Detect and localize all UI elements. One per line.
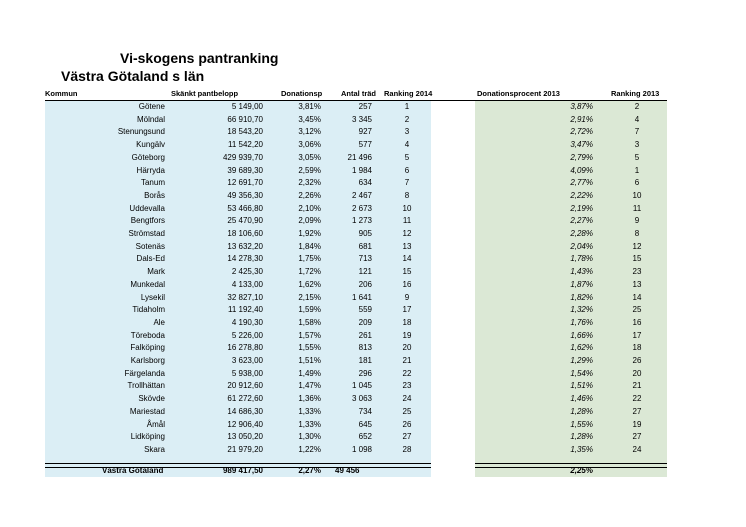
table-row: [0, 292, 746, 305]
table-row: [0, 406, 746, 419]
rank2013-cell: 18: [632, 343, 642, 353]
pct2013-cell: 1,35%: [570, 444, 593, 454]
total-pct2013: 2,25%: [570, 466, 593, 475]
kommun-cell: Dals-Ed: [136, 254, 165, 264]
kommun-cell: Lysekil: [140, 292, 165, 302]
kommun-cell: Härryda: [136, 165, 165, 175]
table-row: [0, 228, 746, 241]
pct2013-cell: 2,72%: [570, 127, 593, 137]
rank2013-cell: 5: [634, 152, 640, 162]
rank2013-cell: 10: [632, 190, 642, 200]
rank2013-cell: 14: [632, 292, 642, 302]
amount-cell: 12 691,70: [227, 178, 263, 188]
table-row: [0, 317, 746, 330]
pct-cell: 1,59%: [298, 305, 321, 315]
amount-cell: 11 542,20: [228, 140, 263, 150]
table-row: [0, 253, 746, 266]
table-row: [0, 215, 746, 228]
trees-cell: 713: [358, 254, 372, 264]
pct2013-cell: 2,91%: [570, 114, 593, 124]
rank2014-cell: 20: [402, 343, 412, 353]
trees-cell: 734: [358, 406, 372, 416]
pct2013-cell: 4,09%: [570, 165, 593, 175]
pct-cell: 1,49%: [298, 368, 321, 378]
rank2014-cell: 3: [404, 127, 410, 137]
amount-cell: 4 133,00: [231, 279, 263, 289]
pct2013-cell: 2,22%: [570, 190, 593, 200]
header-rank2014: Ranking 2014: [384, 89, 433, 98]
table-row: [0, 114, 746, 127]
pct-cell: 1,30%: [298, 432, 321, 442]
amount-cell: 32 827,10: [227, 292, 263, 302]
table-row: [0, 126, 746, 139]
rank2013-cell: 2: [634, 102, 640, 111]
rank2013-cell: 22: [632, 394, 642, 404]
trees-cell: 2 673: [351, 203, 372, 213]
table-row: [0, 190, 746, 203]
rank2014-cell: 4: [404, 140, 410, 150]
pct2013-cell: 1,43%: [570, 267, 593, 277]
pct2013-cell: 1,55%: [570, 419, 593, 429]
amount-cell: 2 425,30: [231, 267, 263, 277]
kommun-cell: Tidaholm: [132, 305, 165, 315]
table-row: [0, 368, 746, 381]
pct2013-cell: 2,28%: [570, 229, 593, 238]
pct-cell: 1,51%: [298, 356, 321, 365]
kommun-cell: Uddevalla: [129, 203, 165, 213]
trees-cell: 206: [358, 279, 372, 289]
pct-cell: 3,06%: [298, 140, 321, 150]
amount-cell: 18 106,60: [227, 229, 263, 238]
header-trees: Antal träd: [341, 89, 377, 98]
pct2013-cell: 2,79%: [570, 152, 593, 162]
amount-cell: 12 906,40: [227, 419, 263, 429]
rank2013-cell: 3: [634, 140, 640, 150]
table-row: [0, 279, 746, 292]
header-kommun: Kommun: [45, 89, 78, 98]
rank2013-cell: 19: [632, 419, 642, 429]
trees-cell: 813: [358, 343, 372, 353]
table-row: [0, 241, 746, 254]
trees-cell: 1 984: [351, 165, 372, 175]
table-row: [0, 203, 746, 216]
trees-cell: 559: [358, 305, 372, 315]
rank2013-cell: 23: [632, 267, 642, 277]
amount-cell: 5 226,00: [231, 330, 263, 340]
rank2014-cell: 2: [404, 114, 410, 124]
pct-cell: 1,72%: [298, 267, 321, 277]
pct-cell: 1,84%: [298, 241, 321, 251]
pct-cell: 2,59%: [298, 165, 321, 175]
pct2013-cell: 2,27%: [570, 216, 593, 226]
pct2013-cell: 3,47%: [570, 140, 593, 150]
rank2013-cell: 27: [632, 432, 642, 442]
kommun-cell: Götene: [138, 102, 165, 111]
pct-cell: 1,92%: [298, 229, 321, 238]
pct2013-cell: 1,32%: [570, 305, 593, 315]
page-subtitle: Västra Götaland s län: [61, 68, 205, 84]
kommun-cell: Sotenäs: [135, 241, 165, 251]
rank2014-cell: 28: [402, 444, 412, 454]
kommun-cell: Ale: [153, 317, 165, 327]
amount-cell: 3 623,00: [231, 356, 263, 365]
amount-cell: 18 543,20: [227, 127, 263, 137]
kommun-cell: Munkedal: [130, 279, 165, 289]
rank2013-cell: 25: [632, 305, 642, 315]
trees-cell: 209: [358, 317, 372, 327]
pct-cell: 1,62%: [298, 279, 321, 289]
trees-cell: 261: [358, 330, 372, 340]
rank2014-cell: 18: [402, 317, 412, 327]
rank2014-cell: 8: [404, 190, 410, 200]
rank2013-cell: 4: [634, 114, 640, 124]
trees-cell: 2 467: [351, 190, 372, 200]
trees-cell: 121: [358, 267, 372, 277]
rank2013-cell: 13: [632, 279, 642, 289]
pct2013-cell: 1,28%: [570, 432, 593, 442]
amount-cell: 49 356,30: [227, 190, 263, 200]
pct2013-cell: 2,19%: [570, 203, 593, 213]
pct-cell: 2,10%: [298, 203, 321, 213]
kommun-cell: Karlsborg: [130, 356, 165, 365]
rank2013-cell: 27: [632, 406, 642, 416]
pct-cell: 1,58%: [298, 317, 321, 327]
table-row: [0, 330, 746, 343]
table-row: [0, 431, 746, 444]
amount-cell: 16 278,80: [227, 343, 263, 353]
rank2013-cell: 17: [632, 330, 642, 340]
trees-cell: 681: [358, 241, 372, 251]
kommun-cell: Skövde: [138, 394, 165, 404]
table-row: [0, 419, 746, 432]
rank2014-cell: 7: [404, 178, 410, 188]
page-title: Vi-skogens pantranking: [120, 50, 279, 66]
amount-cell: 39 689,30: [227, 165, 263, 175]
kommun-cell: Kungälv: [136, 140, 165, 150]
pct2013-cell: 1,76%: [570, 317, 593, 327]
trees-cell: 1 045: [351, 381, 372, 391]
table-row: [0, 444, 746, 457]
amount-cell: 14 278,30: [227, 254, 263, 264]
table-row: [0, 266, 746, 279]
pct-cell: 1,22%: [298, 444, 321, 454]
table-row: [0, 355, 746, 368]
amount-cell: 5 938,00: [231, 368, 263, 378]
kommun-cell: Åmål: [146, 419, 165, 429]
pct-cell: 2,26%: [298, 190, 321, 200]
kommun-cell: Göteborg: [131, 152, 165, 162]
kommun-cell: Färgelanda: [124, 368, 165, 378]
kommun-cell: Mark: [147, 267, 165, 277]
rank2014-cell: 24: [402, 394, 412, 404]
pct2013-cell: 1,62%: [570, 343, 593, 353]
amount-cell: 4 190,30: [231, 317, 263, 327]
pct2013-cell: 1,78%: [570, 254, 593, 264]
rank2014-cell: 23: [402, 381, 412, 391]
table-row: [0, 304, 746, 317]
rank2013-cell: 15: [632, 254, 642, 264]
header-pct2013: Donationsprocent 2013: [477, 89, 560, 98]
kommun-cell: Tanum: [140, 178, 165, 188]
table-row: [0, 152, 746, 165]
trees-cell: 634: [358, 178, 372, 188]
rank2013-cell: 11: [632, 203, 642, 213]
rank2014-cell: 9: [404, 292, 410, 302]
trees-cell: 3 345: [351, 114, 372, 124]
amount-cell: 13 632,20: [227, 241, 263, 251]
rank2014-cell: 22: [402, 368, 412, 378]
pct2013-cell: 2,04%: [570, 241, 593, 251]
rank2014-cell: 15: [402, 267, 412, 277]
rank2013-cell: 7: [634, 127, 640, 137]
rank2014-cell: 13: [402, 241, 412, 251]
rank2014-cell: 10: [402, 203, 412, 213]
trees-cell: 927: [358, 127, 372, 137]
amount-cell: 429 939,70: [222, 152, 263, 162]
trees-cell: 1 098: [351, 444, 372, 454]
pct-cell: 3,45%: [298, 114, 321, 124]
kommun-cell: Lidköping: [130, 432, 165, 442]
kommun-cell: Falköping: [130, 343, 165, 353]
pct2013-cell: 1,28%: [570, 406, 593, 416]
total-row: [0, 465, 746, 477]
pct-cell: 1,55%: [298, 343, 321, 353]
rank2014-cell: 26: [402, 419, 412, 429]
trees-cell: 645: [358, 419, 372, 429]
rank2013-cell: 8: [634, 229, 640, 238]
total-amount: 989 417,50: [222, 466, 263, 475]
kommun-cell: Mariestad: [129, 406, 165, 416]
pct-cell: 2,32%: [298, 178, 321, 188]
header-pct: Donationsp: [281, 89, 323, 98]
pct2013-cell: 1,46%: [570, 394, 593, 404]
trees-cell: 296: [358, 368, 372, 378]
kommun-cell: Mölndal: [136, 114, 165, 124]
rank2013-cell: 24: [632, 444, 642, 454]
pct-cell: 2,15%: [298, 292, 321, 302]
rank2014-cell: 12: [402, 229, 412, 238]
rank2013-cell: 26: [632, 356, 642, 365]
amount-cell: 25 470,90: [227, 216, 263, 226]
kommun-cell: Strömstad: [128, 229, 165, 238]
rank2014-cell: 21: [402, 356, 412, 365]
header-amount: Skänkt pantbelopp: [171, 89, 239, 98]
pct-cell: 3,81%: [298, 102, 321, 111]
table-row: [0, 380, 746, 393]
amount-cell: 20 912,60: [227, 381, 263, 391]
pct2013-cell: 1,82%: [570, 292, 593, 302]
table-row: [0, 177, 746, 190]
amount-cell: 14 686,30: [227, 406, 263, 416]
rank2014-cell: 5: [404, 152, 410, 162]
pct2013-cell: 1,54%: [570, 368, 593, 378]
rank2014-cell: 6: [404, 165, 410, 175]
pct2013-cell: 1,87%: [570, 279, 593, 289]
total-pct: 2,27%: [298, 466, 321, 475]
pct-cell: 1,57%: [298, 330, 321, 340]
pct-cell: 1,47%: [298, 381, 321, 391]
rank2014-cell: 1: [404, 102, 410, 111]
trees-cell: 257: [358, 102, 372, 111]
amount-cell: 21 979,20: [227, 444, 263, 454]
pct-cell: 1,75%: [298, 254, 321, 264]
amount-cell: 11 192,40: [228, 305, 263, 315]
trees-cell: 905: [358, 229, 372, 238]
pct-cell: 1,36%: [298, 394, 321, 404]
pct2013-cell: 1,51%: [570, 381, 593, 391]
rank2013-cell: 21: [632, 381, 642, 391]
pct2013-cell: 3,87%: [570, 102, 593, 111]
table-row: [0, 101, 746, 114]
amount-cell: 5 149,00: [231, 102, 263, 111]
pct2013-cell: 1,29%: [570, 356, 593, 365]
pct2013-cell: 2,77%: [570, 178, 593, 188]
pct2013-cell: 1,66%: [570, 330, 593, 340]
table-row: [0, 139, 746, 152]
table-row: [0, 342, 746, 355]
rank2014-cell: 14: [402, 254, 412, 264]
pct-cell: 3,05%: [298, 152, 321, 162]
table-row: [0, 165, 746, 178]
rank2014-cell: 11: [402, 216, 412, 226]
rank2013-cell: 16: [632, 317, 642, 327]
trees-cell: 21 496: [347, 152, 372, 162]
rank2013-cell: 12: [632, 241, 642, 251]
kommun-cell: Skara: [144, 444, 165, 454]
kommun-cell: Borås: [144, 190, 165, 200]
rank2014-cell: 25: [402, 406, 412, 416]
amount-cell: 61 272,60: [227, 394, 263, 404]
rank2014-cell: 27: [402, 432, 412, 442]
rank2013-cell: 9: [634, 216, 640, 226]
total-trees: 49 456: [335, 466, 360, 475]
amount-cell: 66 910,70: [227, 114, 263, 124]
kommun-cell: Trollhättan: [127, 381, 165, 391]
rank2014-cell: 16: [402, 279, 412, 289]
kommun-cell: Töreboda: [130, 330, 165, 340]
rank2013-cell: 6: [634, 178, 640, 188]
trees-cell: 181: [358, 356, 372, 365]
table-row: [0, 393, 746, 406]
pct-cell: 2,09%: [298, 216, 321, 226]
trees-cell: 652: [358, 432, 372, 442]
trees-cell: 577: [358, 140, 372, 150]
trees-cell: 1 641: [351, 292, 372, 302]
amount-cell: 13 050,20: [227, 432, 263, 442]
pct-cell: 3,12%: [298, 127, 321, 137]
header-rank2013: Ranking 2013: [611, 89, 660, 98]
trees-cell: 3 063: [351, 394, 372, 404]
kommun-cell: Bengtfors: [130, 216, 165, 226]
rank2013-cell: 1: [634, 165, 640, 175]
trees-cell: 1 273: [351, 216, 372, 226]
pct-cell: 1,33%: [298, 419, 321, 429]
rank2014-cell: 17: [402, 305, 412, 315]
total-name: Västra Götaland: [102, 466, 164, 475]
rank2013-cell: 20: [632, 368, 642, 378]
amount-cell: 53 466,80: [227, 203, 263, 213]
kommun-cell: Stenungsund: [117, 127, 165, 137]
rank2014-cell: 19: [402, 330, 412, 340]
pct-cell: 1,33%: [298, 406, 321, 416]
